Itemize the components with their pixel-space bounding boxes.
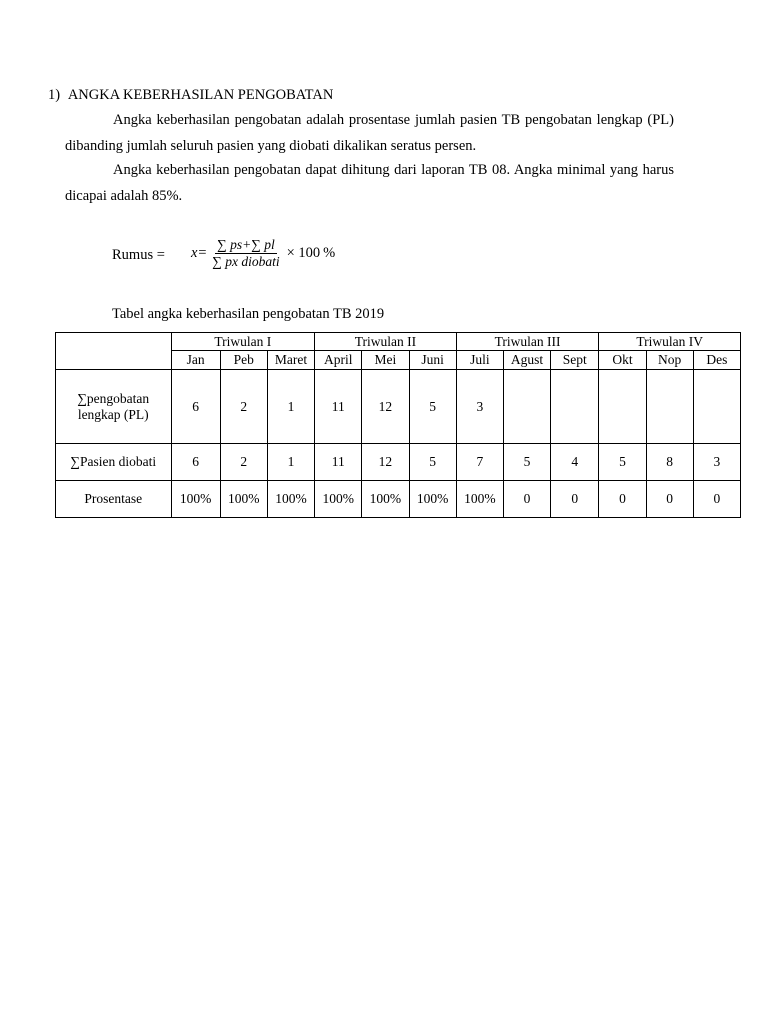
table-cell: 5: [409, 370, 456, 444]
quarter-header-row: [56, 333, 741, 351]
table-cell: [503, 370, 550, 444]
quarter-header: Triwulan II: [315, 333, 457, 351]
table-cell: 2: [220, 444, 267, 481]
table-cell: 100%: [267, 481, 314, 518]
calculation-text: Angka keberhasilan pengobatan dapat dihitung dari laporan TB 08. Angka minimal yang harus dicapai adalah 85%.: [65, 162, 674, 204]
table-cell: 11: [315, 444, 362, 481]
table-cell: 7: [456, 444, 503, 481]
table-row: [56, 370, 741, 444]
month-header: Juli: [456, 351, 503, 370]
success-rate-table: [55, 332, 741, 518]
row-label: ∑Pasien diobati: [56, 444, 172, 481]
table-cell: 0: [551, 481, 599, 518]
formula-denominator: ∑ px diobati: [212, 254, 280, 269]
formula-fraction: [210, 237, 281, 270]
section-heading: [48, 87, 333, 104]
month-header: Maret: [267, 351, 314, 370]
calculation-paragraph: [65, 158, 674, 209]
table-cell: 0: [693, 481, 740, 518]
table-cell: 8: [646, 444, 693, 481]
table-cell: 0: [503, 481, 550, 518]
row-label: [56, 370, 172, 444]
table-cell: 0: [646, 481, 693, 518]
month-header: Juni: [409, 351, 456, 370]
table-cell: 5: [409, 444, 456, 481]
table-cell: 1: [267, 370, 314, 444]
table-cell: 6: [171, 444, 220, 481]
table-cell: 3: [693, 444, 740, 481]
table-cell: 0: [599, 481, 646, 518]
month-header: Sept: [551, 351, 599, 370]
table-cell: 100%: [362, 481, 409, 518]
heading-number: 1): [48, 87, 61, 103]
definition-paragraph: [65, 108, 674, 159]
month-header: Des: [693, 351, 740, 370]
month-header: Peb: [220, 351, 267, 370]
formula-label: Rumus =: [112, 247, 165, 263]
table-row: [56, 444, 741, 481]
table-cell: [646, 370, 693, 444]
formula-numerator: ∑ ps+∑ pl: [217, 237, 275, 252]
table-cell: [693, 370, 740, 444]
table-cell: 100%: [171, 481, 220, 518]
quarter-header: Triwulan III: [456, 333, 599, 351]
month-header: Mei: [362, 351, 409, 370]
table-cell: 100%: [409, 481, 456, 518]
definition-text: Angka keberhasilan pengobatan adalah prosentase jumlah pasien TB pengobatan lengkap (PL) dibanding jumlah seluruh pasien yang diobati dikalikan seratus persen.: [65, 112, 674, 154]
month-header: Agust: [503, 351, 550, 370]
table-caption: Tabel angka keberhasilan pengobatan TB 2019: [112, 306, 385, 322]
table-cell: 100%: [220, 481, 267, 518]
formula: [191, 237, 335, 270]
month-header: Nop: [646, 351, 693, 370]
table-cell: [551, 370, 599, 444]
formula-percent: %: [323, 245, 336, 261]
table-cell: 1: [267, 444, 314, 481]
month-header: Jan: [171, 351, 220, 370]
row-label-line: lengkap (PL): [77, 406, 149, 422]
table-cell: [599, 370, 646, 444]
table-cell: 12: [362, 370, 409, 444]
table-cell: 6: [171, 370, 220, 444]
table-cell: 5: [599, 444, 646, 481]
row-label: Prosentase: [56, 481, 172, 518]
table-cell: 5: [503, 444, 550, 481]
formula-lhs: x=: [191, 245, 208, 261]
quarter-header: Triwulan IV: [599, 333, 741, 351]
table-cell: 11: [315, 370, 362, 444]
corner-cell: [56, 333, 172, 370]
table-cell: 3: [456, 370, 503, 444]
table-cell: 12: [362, 444, 409, 481]
formula-multiplier: × 100: [286, 245, 321, 261]
row-label-line: ∑pengobatan: [77, 390, 150, 406]
quarter-header: Triwulan I: [171, 333, 315, 351]
month-header: Okt: [599, 351, 646, 370]
table-cell: 2: [220, 370, 267, 444]
table-row: [56, 481, 741, 518]
table-cell: 4: [551, 444, 599, 481]
month-header: April: [315, 351, 362, 370]
table-cell: 100%: [456, 481, 503, 518]
heading-title: ANGKA KEBERHASILAN PENGOBATAN: [67, 87, 334, 103]
table-cell: 100%: [315, 481, 362, 518]
